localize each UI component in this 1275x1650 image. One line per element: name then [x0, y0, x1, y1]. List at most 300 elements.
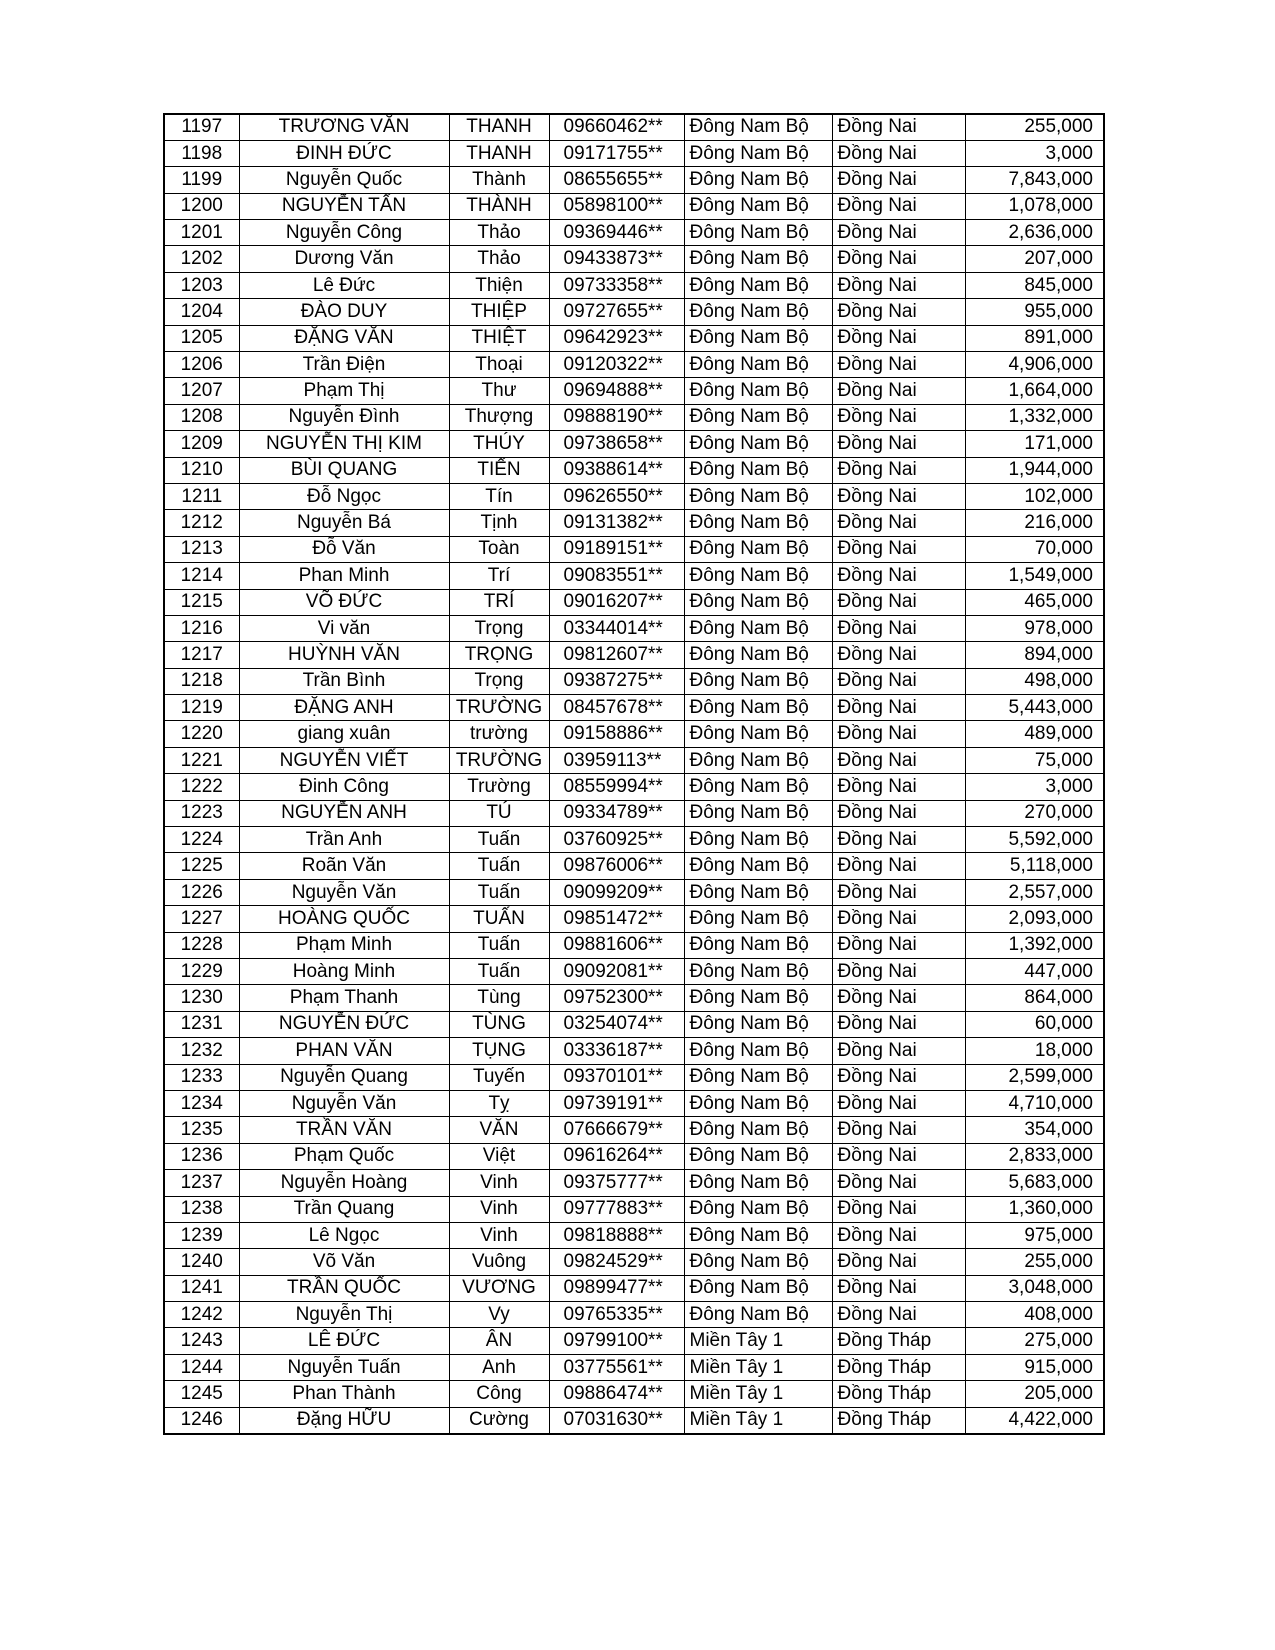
region-cell: Đông Nam Bộ	[684, 510, 832, 536]
province-cell: Đồng Nai	[832, 1038, 965, 1064]
table-row	[164, 246, 1104, 272]
given-name-cell: Thành	[449, 167, 549, 193]
given-name-cell: TRỌNG	[449, 642, 549, 668]
row-number-cell: 1227	[164, 906, 239, 932]
phone-number-cell: 03760925**	[549, 827, 684, 853]
region-cell: Đông Nam Bộ	[684, 721, 832, 747]
region-cell: Đông Nam Bộ	[684, 325, 832, 351]
row-number-cell: 1217	[164, 642, 239, 668]
phone-number-cell: 07666679**	[549, 1117, 684, 1143]
given-name-cell: Tuấn	[449, 932, 549, 958]
region-cell: Đông Nam Bộ	[684, 615, 832, 641]
family-name-cell: NGUYỄN ANH	[239, 800, 449, 826]
table-row	[164, 932, 1104, 958]
given-name-cell: Tỵ	[449, 1090, 549, 1116]
amount-cell: 75,000	[965, 747, 1104, 773]
region-cell: Miền Tây 1	[684, 1381, 832, 1407]
row-number-cell: 1233	[164, 1064, 239, 1090]
province-cell: Đồng Tháp	[832, 1381, 965, 1407]
amount-cell: 845,000	[965, 272, 1104, 298]
province-cell: Đồng Nai	[832, 853, 965, 879]
region-cell: Đông Nam Bộ	[684, 536, 832, 562]
amount-cell: 2,557,000	[965, 879, 1104, 905]
row-number-cell: 1212	[164, 510, 239, 536]
amount-cell: 1,078,000	[965, 193, 1104, 219]
given-name-cell: THÀNH	[449, 193, 549, 219]
table-row	[164, 1222, 1104, 1248]
table-row	[164, 800, 1104, 826]
table-row	[164, 1011, 1104, 1037]
table-row	[164, 695, 1104, 721]
region-cell: Đông Nam Bộ	[684, 1117, 832, 1143]
phone-number-cell: 09876006**	[549, 853, 684, 879]
row-number-cell: 1246	[164, 1407, 239, 1433]
region-cell: Đông Nam Bộ	[684, 747, 832, 773]
province-cell: Đồng Nai	[832, 800, 965, 826]
region-cell: Miền Tây 1	[684, 1328, 832, 1354]
phone-number-cell: 09824529**	[549, 1249, 684, 1275]
amount-cell: 1,332,000	[965, 404, 1104, 430]
phone-number-cell: 09738658**	[549, 431, 684, 457]
phone-number-cell: 09616264**	[549, 1143, 684, 1169]
amount-cell: 255,000	[965, 114, 1104, 140]
phone-number-cell: 09660462**	[549, 114, 684, 140]
province-cell: Đồng Nai	[832, 246, 965, 272]
family-name-cell: NGUYỄN TẤN	[239, 193, 449, 219]
amount-cell: 975,000	[965, 1222, 1104, 1248]
given-name-cell: TỤNG	[449, 1038, 549, 1064]
province-cell: Đồng Nai	[832, 1249, 965, 1275]
phone-number-cell: 09120322**	[549, 352, 684, 378]
given-name-cell: trường	[449, 721, 549, 747]
table-row	[164, 1328, 1104, 1354]
given-name-cell: Trọng	[449, 615, 549, 641]
row-number-cell: 1204	[164, 299, 239, 325]
province-cell: Đồng Tháp	[832, 1407, 965, 1433]
province-cell: Đồng Nai	[832, 615, 965, 641]
table-row	[164, 721, 1104, 747]
row-number-cell: 1239	[164, 1222, 239, 1248]
family-name-cell: HOÀNG QUỐC	[239, 906, 449, 932]
region-cell: Đông Nam Bộ	[684, 193, 832, 219]
family-name-cell: Hoàng Minh	[239, 959, 449, 985]
row-number-cell: 1240	[164, 1249, 239, 1275]
amount-cell: 70,000	[965, 536, 1104, 562]
row-number-cell: 1242	[164, 1302, 239, 1328]
region-cell: Đông Nam Bộ	[684, 563, 832, 589]
phone-number-cell: 08559994**	[549, 774, 684, 800]
table-row	[164, 1170, 1104, 1196]
table-row	[164, 985, 1104, 1011]
province-cell: Đồng Nai	[832, 1064, 965, 1090]
amount-cell: 1,360,000	[965, 1196, 1104, 1222]
row-number-cell: 1243	[164, 1328, 239, 1354]
region-cell: Đông Nam Bộ	[684, 167, 832, 193]
row-number-cell: 1198	[164, 140, 239, 166]
given-name-cell: Tín	[449, 483, 549, 509]
given-name-cell: Trường	[449, 774, 549, 800]
family-name-cell: Đinh Công	[239, 774, 449, 800]
family-name-cell: NGUYỄN THỊ KIM	[239, 431, 449, 457]
phone-number-cell: 09799100**	[549, 1328, 684, 1354]
province-cell: Đồng Nai	[832, 932, 965, 958]
table-row	[164, 193, 1104, 219]
amount-cell: 489,000	[965, 721, 1104, 747]
given-name-cell: Tùng	[449, 985, 549, 1011]
table-row	[164, 510, 1104, 536]
phone-number-cell: 03336187**	[549, 1038, 684, 1064]
amount-cell: 5,683,000	[965, 1170, 1104, 1196]
province-cell: Đồng Nai	[832, 774, 965, 800]
given-name-cell: Thoại	[449, 352, 549, 378]
family-name-cell: Nguyễn Hoàng	[239, 1170, 449, 1196]
region-cell: Đông Nam Bộ	[684, 853, 832, 879]
phone-number-cell: 09739191**	[549, 1090, 684, 1116]
province-cell: Đồng Nai	[832, 167, 965, 193]
region-cell: Đông Nam Bộ	[684, 1222, 832, 1248]
amount-cell: 207,000	[965, 246, 1104, 272]
table-row	[164, 167, 1104, 193]
phone-number-cell: 09727655**	[549, 299, 684, 325]
phone-number-cell: 09899477**	[549, 1275, 684, 1301]
row-number-cell: 1216	[164, 615, 239, 641]
amount-cell: 498,000	[965, 668, 1104, 694]
given-name-cell: Thảo	[449, 220, 549, 246]
family-name-cell: HUỲNH VĂN	[239, 642, 449, 668]
given-name-cell: TÚ	[449, 800, 549, 826]
region-cell: Đông Nam Bộ	[684, 483, 832, 509]
family-name-cell: giang xuân	[239, 721, 449, 747]
table-row	[164, 404, 1104, 430]
table-row	[164, 1038, 1104, 1064]
given-name-cell: Vuông	[449, 1249, 549, 1275]
region-cell: Đông Nam Bộ	[684, 668, 832, 694]
province-cell: Đồng Nai	[832, 1117, 965, 1143]
family-name-cell: Trần Quang	[239, 1196, 449, 1222]
province-cell: Đồng Nai	[832, 1222, 965, 1248]
amount-cell: 3,000	[965, 140, 1104, 166]
region-cell: Đông Nam Bộ	[684, 642, 832, 668]
table-row	[164, 483, 1104, 509]
table-row	[164, 299, 1104, 325]
amount-cell: 270,000	[965, 800, 1104, 826]
row-number-cell: 1221	[164, 747, 239, 773]
given-name-cell: THIỆP	[449, 299, 549, 325]
row-number-cell: 1209	[164, 431, 239, 457]
phone-number-cell: 03254074**	[549, 1011, 684, 1037]
family-name-cell: Roãn Văn	[239, 853, 449, 879]
table-row	[164, 1090, 1104, 1116]
region-cell: Đông Nam Bộ	[684, 1249, 832, 1275]
table-row	[164, 853, 1104, 879]
province-cell: Đồng Nai	[832, 378, 965, 404]
row-number-cell: 1244	[164, 1354, 239, 1380]
amount-cell: 915,000	[965, 1354, 1104, 1380]
province-cell: Đồng Nai	[832, 747, 965, 773]
table-row	[164, 589, 1104, 615]
amount-cell: 60,000	[965, 1011, 1104, 1037]
table-row	[164, 774, 1104, 800]
family-name-cell: Phan Thành	[239, 1381, 449, 1407]
amount-cell: 2,599,000	[965, 1064, 1104, 1090]
amount-cell: 354,000	[965, 1117, 1104, 1143]
table-row	[164, 1143, 1104, 1169]
province-cell: Đồng Nai	[832, 404, 965, 430]
phone-number-cell: 09765335**	[549, 1302, 684, 1328]
family-name-cell: Đỗ Ngọc	[239, 483, 449, 509]
table-row	[164, 959, 1104, 985]
row-number-cell: 1208	[164, 404, 239, 430]
region-cell: Đông Nam Bộ	[684, 404, 832, 430]
row-number-cell: 1210	[164, 457, 239, 483]
family-name-cell: Dương Văn	[239, 246, 449, 272]
records-table	[163, 113, 1105, 1435]
phone-number-cell: 09642923**	[549, 325, 684, 351]
province-cell: Đồng Nai	[832, 906, 965, 932]
region-cell: Đông Nam Bộ	[684, 431, 832, 457]
given-name-cell: Toàn	[449, 536, 549, 562]
amount-cell: 5,118,000	[965, 853, 1104, 879]
table-row	[164, 1381, 1104, 1407]
phone-number-cell: 09370101**	[549, 1064, 684, 1090]
amount-cell: 978,000	[965, 615, 1104, 641]
phone-number-cell: 09171755**	[549, 140, 684, 166]
phone-number-cell: 09694888**	[549, 378, 684, 404]
row-number-cell: 1238	[164, 1196, 239, 1222]
region-cell: Đông Nam Bộ	[684, 1090, 832, 1116]
given-name-cell: Vinh	[449, 1222, 549, 1248]
province-cell: Đồng Nai	[832, 1196, 965, 1222]
province-cell: Đồng Nai	[832, 879, 965, 905]
given-name-cell: Vinh	[449, 1170, 549, 1196]
given-name-cell: Trọng	[449, 668, 549, 694]
given-name-cell: THIỆT	[449, 325, 549, 351]
row-number-cell: 1200	[164, 193, 239, 219]
row-number-cell: 1223	[164, 800, 239, 826]
amount-cell: 255,000	[965, 1249, 1104, 1275]
family-name-cell: Phạm Quốc	[239, 1143, 449, 1169]
given-name-cell: Thiện	[449, 272, 549, 298]
region-cell: Đông Nam Bộ	[684, 220, 832, 246]
phone-number-cell: 09752300**	[549, 985, 684, 1011]
given-name-cell: Anh	[449, 1354, 549, 1380]
province-cell: Đồng Nai	[832, 1275, 965, 1301]
province-cell: Đồng Tháp	[832, 1328, 965, 1354]
phone-number-cell: 07031630**	[549, 1407, 684, 1433]
family-name-cell: Võ Văn	[239, 1249, 449, 1275]
phone-number-cell: 08655655**	[549, 167, 684, 193]
table-row	[164, 1064, 1104, 1090]
province-cell: Đồng Nai	[832, 220, 965, 246]
table-row	[164, 536, 1104, 562]
row-number-cell: 1245	[164, 1381, 239, 1407]
family-name-cell: Nguyễn Văn	[239, 1090, 449, 1116]
table-row	[164, 747, 1104, 773]
family-name-cell: Lê Ngọc	[239, 1222, 449, 1248]
phone-number-cell: 09433873**	[549, 246, 684, 272]
family-name-cell: PHAN VĂN	[239, 1038, 449, 1064]
phone-number-cell: 09131382**	[549, 510, 684, 536]
province-cell: Đồng Nai	[832, 668, 965, 694]
amount-cell: 447,000	[965, 959, 1104, 985]
phone-number-cell: 09388614**	[549, 457, 684, 483]
table-row	[164, 457, 1104, 483]
family-name-cell: NGUYỄN VIẾT	[239, 747, 449, 773]
region-cell: Đông Nam Bộ	[684, 114, 832, 140]
given-name-cell: VƯƠNG	[449, 1275, 549, 1301]
phone-number-cell: 05898100**	[549, 193, 684, 219]
province-cell: Đồng Nai	[832, 299, 965, 325]
province-cell: Đồng Nai	[832, 1170, 965, 1196]
row-number-cell: 1211	[164, 483, 239, 509]
row-number-cell: 1224	[164, 827, 239, 853]
given-name-cell: THÚY	[449, 431, 549, 457]
given-name-cell: TRƯỜNG	[449, 747, 549, 773]
region-cell: Đông Nam Bộ	[684, 589, 832, 615]
table-row	[164, 879, 1104, 905]
amount-cell: 4,710,000	[965, 1090, 1104, 1116]
region-cell: Đông Nam Bộ	[684, 1038, 832, 1064]
phone-number-cell: 09881606**	[549, 932, 684, 958]
province-cell: Đồng Nai	[832, 695, 965, 721]
row-number-cell: 1206	[164, 352, 239, 378]
amount-cell: 2,833,000	[965, 1143, 1104, 1169]
table-row	[164, 615, 1104, 641]
family-name-cell: Nguyễn Văn	[239, 879, 449, 905]
phone-number-cell: 09777883**	[549, 1196, 684, 1222]
table-row	[164, 668, 1104, 694]
family-name-cell: Phan Minh	[239, 563, 449, 589]
row-number-cell: 1237	[164, 1170, 239, 1196]
row-number-cell: 1202	[164, 246, 239, 272]
amount-cell: 5,443,000	[965, 695, 1104, 721]
region-cell: Đông Nam Bộ	[684, 827, 832, 853]
province-cell: Đồng Nai	[832, 642, 965, 668]
province-cell: Đồng Nai	[832, 483, 965, 509]
row-number-cell: 1205	[164, 325, 239, 351]
given-name-cell: TIẾN	[449, 457, 549, 483]
phone-number-cell: 09886474**	[549, 1381, 684, 1407]
province-cell: Đồng Nai	[832, 1143, 965, 1169]
given-name-cell: Vy	[449, 1302, 549, 1328]
phone-number-cell: 09818888**	[549, 1222, 684, 1248]
province-cell: Đồng Nai	[832, 985, 965, 1011]
row-number-cell: 1235	[164, 1117, 239, 1143]
table-row	[164, 1354, 1104, 1380]
amount-cell: 4,422,000	[965, 1407, 1104, 1433]
amount-cell: 894,000	[965, 642, 1104, 668]
province-cell: Đồng Tháp	[832, 1354, 965, 1380]
table-row	[164, 1196, 1104, 1222]
row-number-cell: 1219	[164, 695, 239, 721]
given-name-cell: Tuyến	[449, 1064, 549, 1090]
records-table-body	[164, 114, 1104, 1434]
amount-cell: 18,000	[965, 1038, 1104, 1064]
family-name-cell: Trần Điện	[239, 352, 449, 378]
phone-number-cell: 09099209**	[549, 879, 684, 905]
region-cell: Đông Nam Bộ	[684, 1302, 832, 1328]
family-name-cell: TRƯƠNG VĂN	[239, 114, 449, 140]
region-cell: Đông Nam Bộ	[684, 959, 832, 985]
amount-cell: 2,636,000	[965, 220, 1104, 246]
region-cell: Đông Nam Bộ	[684, 774, 832, 800]
table-row	[164, 642, 1104, 668]
province-cell: Đồng Nai	[832, 721, 965, 747]
row-number-cell: 1201	[164, 220, 239, 246]
region-cell: Đông Nam Bộ	[684, 1275, 832, 1301]
given-name-cell: Việt	[449, 1143, 549, 1169]
region-cell: Đông Nam Bộ	[684, 800, 832, 826]
given-name-cell: TUẤN	[449, 906, 549, 932]
family-name-cell: TRẦN QUỐC	[239, 1275, 449, 1301]
amount-cell: 2,093,000	[965, 906, 1104, 932]
amount-cell: 205,000	[965, 1381, 1104, 1407]
given-name-cell: Tuấn	[449, 827, 549, 853]
amount-cell: 1,664,000	[965, 378, 1104, 404]
given-name-cell: VĂN	[449, 1117, 549, 1143]
region-cell: Đông Nam Bộ	[684, 1196, 832, 1222]
row-number-cell: 1222	[164, 774, 239, 800]
phone-number-cell: 09158886**	[549, 721, 684, 747]
region-cell: Đông Nam Bộ	[684, 1011, 832, 1037]
region-cell: Đông Nam Bộ	[684, 1170, 832, 1196]
phone-number-cell: 09626550**	[549, 483, 684, 509]
table-row	[164, 1407, 1104, 1433]
amount-cell: 1,944,000	[965, 457, 1104, 483]
region-cell: Đông Nam Bộ	[684, 272, 832, 298]
given-name-cell: Tuấn	[449, 959, 549, 985]
province-cell: Đồng Nai	[832, 536, 965, 562]
given-name-cell: TRƯỜNG	[449, 695, 549, 721]
row-number-cell: 1228	[164, 932, 239, 958]
family-name-cell: ĐÀO DUY	[239, 299, 449, 325]
row-number-cell: 1234	[164, 1090, 239, 1116]
phone-number-cell: 08457678**	[549, 695, 684, 721]
region-cell: Đông Nam Bộ	[684, 1064, 832, 1090]
region-cell: Đông Nam Bộ	[684, 932, 832, 958]
amount-cell: 1,549,000	[965, 563, 1104, 589]
family-name-cell: Lê Đức	[239, 272, 449, 298]
given-name-cell: THANH	[449, 114, 549, 140]
amount-cell: 216,000	[965, 510, 1104, 536]
family-name-cell: Đỗ Văn	[239, 536, 449, 562]
amount-cell: 408,000	[965, 1302, 1104, 1328]
region-cell: Đông Nam Bộ	[684, 695, 832, 721]
table-row	[164, 325, 1104, 351]
row-number-cell: 1197	[164, 114, 239, 140]
phone-number-cell: 09851472**	[549, 906, 684, 932]
table-row	[164, 1302, 1104, 1328]
row-number-cell: 1231	[164, 1011, 239, 1037]
row-number-cell: 1225	[164, 853, 239, 879]
family-name-cell: Phạm Minh	[239, 932, 449, 958]
region-cell: Đông Nam Bộ	[684, 985, 832, 1011]
table-row	[164, 140, 1104, 166]
given-name-cell: ÂN	[449, 1328, 549, 1354]
table-row	[164, 906, 1104, 932]
family-name-cell: VÕ ĐỨC	[239, 589, 449, 615]
phone-number-cell: 09375777**	[549, 1170, 684, 1196]
given-name-cell: TRÍ	[449, 589, 549, 615]
family-name-cell: ĐẶNG VĂN	[239, 325, 449, 351]
given-name-cell: Vinh	[449, 1196, 549, 1222]
province-cell: Đồng Nai	[832, 352, 965, 378]
table-row	[164, 563, 1104, 589]
province-cell: Đồng Nai	[832, 589, 965, 615]
table-row	[164, 827, 1104, 853]
row-number-cell: 1218	[164, 668, 239, 694]
family-name-cell: Nguyễn Tuấn	[239, 1354, 449, 1380]
